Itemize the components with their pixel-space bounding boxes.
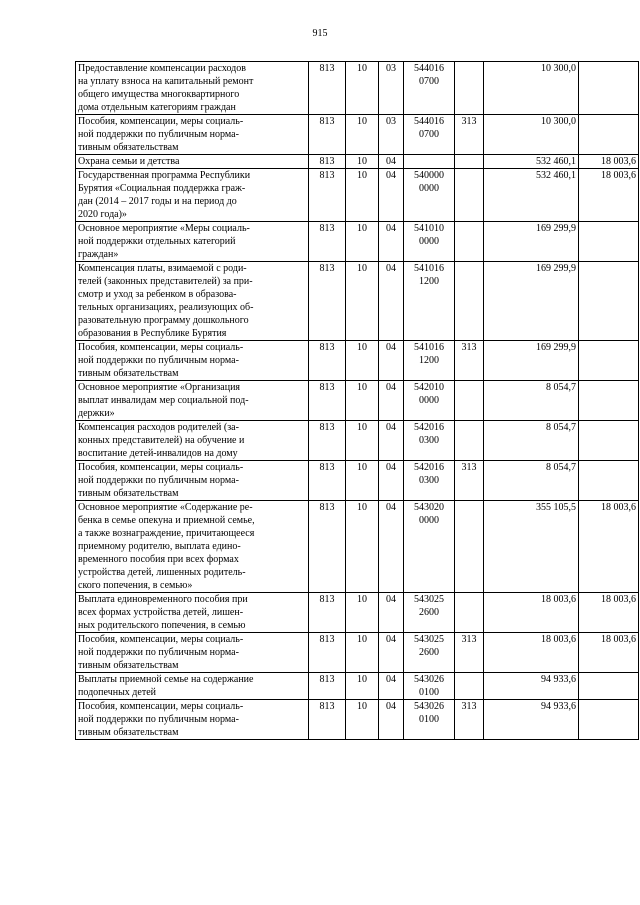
federal-amount-cell: 18 003,6	[579, 501, 639, 593]
expense-name-line: ной поддержки по публичным норма-	[78, 355, 239, 366]
expense-name-cell	[76, 222, 309, 262]
department-code-cell: 813	[309, 421, 346, 461]
target-article-cell	[404, 673, 455, 700]
target-article-line: 543025	[414, 634, 444, 645]
expense-name-cell	[76, 62, 309, 115]
expense-name-line: образования в Республике Бурятия	[78, 328, 227, 339]
amount-cell: 94 933,6	[484, 673, 579, 700]
target-article-cell	[404, 633, 455, 673]
subsection-code-cell: 04	[379, 155, 404, 169]
expense-name-line: смотр и уход за ребенком в образова-	[78, 289, 237, 300]
expense-name-line: Пособия, компенсации, меры социаль-	[78, 634, 244, 645]
page-number: 915	[312, 28, 328, 39]
department-code-cell: 813	[309, 155, 346, 169]
federal-amount-cell	[579, 341, 639, 381]
target-article-line: 0300	[419, 435, 439, 446]
expense-name-line: Пособия, компенсации, меры социаль-	[78, 342, 244, 353]
expense-name-cell	[76, 169, 309, 222]
target-article-line: 0000	[419, 183, 439, 194]
federal-amount-cell: 18 003,6	[579, 593, 639, 633]
target-article-line: 542010	[414, 382, 444, 393]
expense-name-cell	[76, 421, 309, 461]
department-code-cell: 813	[309, 593, 346, 633]
federal-amount-cell	[579, 62, 639, 115]
expense-name-line: ных родительского попечения, в семью	[78, 620, 246, 631]
expense-name-line: воспитание детей-инвалидов на дому	[78, 448, 238, 459]
target-article-line: 543025	[414, 594, 444, 605]
expense-name-line: ной поддержки по публичным норма-	[78, 475, 239, 486]
target-article-line: 0000	[419, 395, 439, 406]
target-article-line: 543020	[414, 502, 444, 513]
target-article-cell	[404, 593, 455, 633]
expense-name-cell	[76, 155, 309, 169]
budget-table-body	[76, 62, 639, 740]
section-code-cell: 10	[346, 421, 379, 461]
target-article-line: 541016	[414, 263, 444, 274]
expense-name-line: Государственная программа Республики	[78, 170, 251, 181]
department-code-cell: 813	[309, 262, 346, 341]
amount-cell: 18 003,6	[484, 593, 579, 633]
subsection-code-cell: 04	[379, 262, 404, 341]
amount-cell: 169 299,9	[484, 262, 579, 341]
table-row	[76, 262, 639, 341]
table-row	[76, 700, 639, 740]
target-article-line: 0700	[419, 129, 439, 140]
department-code-cell: 813	[309, 341, 346, 381]
expense-name-line: подопечных детей	[78, 687, 156, 698]
expense-type-cell	[455, 169, 484, 222]
expense-name-line: Предоставление компенсации расходов	[78, 63, 246, 74]
target-article-line: 0700	[419, 76, 439, 87]
expense-type-cell: 313	[455, 633, 484, 673]
table-row	[76, 501, 639, 593]
expense-name-cell	[76, 341, 309, 381]
expense-name-line: тельных организациях, реализующих об-	[78, 302, 254, 313]
amount-cell: 8 054,7	[484, 461, 579, 501]
expense-name-line: ной поддержки по публичным норма-	[78, 647, 239, 658]
expense-name-line: бенка в семье опекуна и приемной семье,	[78, 515, 255, 526]
expense-name-line: временного пособия при всех формах	[78, 554, 239, 565]
section-code-cell: 10	[346, 461, 379, 501]
expense-type-cell	[455, 262, 484, 341]
subsection-code-cell: 04	[379, 593, 404, 633]
target-article-cell	[404, 115, 455, 155]
expense-name-line: Бурятия «Социальная поддержка граж-	[78, 183, 246, 194]
federal-amount-cell: 18 003,6	[579, 169, 639, 222]
section-code-cell: 10	[346, 501, 379, 593]
amount-cell: 8 054,7	[484, 381, 579, 421]
expense-type-cell	[455, 501, 484, 593]
section-code-cell: 10	[346, 673, 379, 700]
target-article-line: 1200	[419, 276, 439, 287]
federal-amount-cell	[579, 700, 639, 740]
federal-amount-cell	[579, 222, 639, 262]
table-row	[76, 381, 639, 421]
target-article-line: 542016	[414, 422, 444, 433]
amount-cell: 532 460,1	[484, 155, 579, 169]
expense-type-cell	[455, 155, 484, 169]
department-code-cell: 813	[309, 169, 346, 222]
section-code-cell: 10	[346, 155, 379, 169]
target-article-cell	[404, 461, 455, 501]
table-row	[76, 115, 639, 155]
expense-name-line: общего имущества многоквартирного	[78, 89, 240, 100]
target-article-line: 2600	[419, 647, 439, 658]
expense-name-cell	[76, 593, 309, 633]
expense-name-line: ной поддержки отдельных категорий	[78, 236, 236, 247]
federal-amount-cell	[579, 115, 639, 155]
expense-name-line: ского попечения, в семью»	[78, 580, 193, 591]
table-row	[76, 633, 639, 673]
department-code-cell: 813	[309, 381, 346, 421]
expense-type-cell	[455, 62, 484, 115]
expense-name-line: Компенсация платы, взимаемой с роди-	[78, 263, 247, 274]
department-code-cell: 813	[309, 461, 346, 501]
target-article-cell	[404, 222, 455, 262]
table-row	[76, 222, 639, 262]
expense-name-line: всех формах устройства детей, лишен-	[78, 607, 244, 618]
target-article-cell	[404, 62, 455, 115]
section-code-cell: 10	[346, 593, 379, 633]
amount-cell: 18 003,6	[484, 633, 579, 673]
department-code-cell: 813	[309, 700, 346, 740]
subsection-code-cell: 04	[379, 421, 404, 461]
amount-cell: 169 299,9	[484, 341, 579, 381]
expense-type-cell: 313	[455, 341, 484, 381]
expense-type-cell	[455, 421, 484, 461]
target-article-cell	[404, 381, 455, 421]
target-article-line: 544016	[414, 116, 444, 127]
table-row	[76, 421, 639, 461]
expense-name-line: на уплату взноса на капитальный ремонт	[78, 76, 254, 87]
subsection-code-cell: 04	[379, 461, 404, 501]
section-code-cell: 10	[346, 115, 379, 155]
expense-name-line: Выплаты приемной семье на содержание	[78, 674, 254, 685]
expense-name-line: тивным обязательствам	[78, 727, 179, 738]
expense-name-line: приемному родителю, выплата едино-	[78, 541, 241, 552]
expense-name-line: тивным обязательствам	[78, 142, 179, 153]
table-row	[76, 169, 639, 222]
federal-amount-cell: 18 003,6	[579, 155, 639, 169]
target-article-line: 542016	[414, 462, 444, 473]
expense-name-line: держки»	[78, 408, 115, 419]
subsection-code-cell: 04	[379, 341, 404, 381]
table-row	[76, 461, 639, 501]
department-code-cell: 813	[309, 62, 346, 115]
expense-name-cell	[76, 381, 309, 421]
expense-name-cell	[76, 501, 309, 593]
amount-cell: 532 460,1	[484, 169, 579, 222]
section-code-cell: 10	[346, 169, 379, 222]
department-code-cell: 813	[309, 501, 346, 593]
target-article-line: 544016	[414, 63, 444, 74]
target-article-cell	[404, 341, 455, 381]
target-article-line: 1200	[419, 355, 439, 366]
section-code-cell: 10	[346, 341, 379, 381]
table-row	[76, 341, 639, 381]
amount-cell: 169 299,9	[484, 222, 579, 262]
subsection-code-cell: 04	[379, 700, 404, 740]
subsection-code-cell: 03	[379, 115, 404, 155]
expense-name-line: Основное мероприятие «Меры социаль-	[78, 223, 250, 234]
section-code-cell: 10	[346, 633, 379, 673]
subsection-code-cell: 04	[379, 381, 404, 421]
expense-type-cell	[455, 222, 484, 262]
target-article-cell	[404, 421, 455, 461]
federal-amount-cell	[579, 461, 639, 501]
target-article-line: 540000	[414, 170, 444, 181]
expense-name-line: ной поддержки по публичным норма-	[78, 714, 239, 725]
target-article-line: 0100	[419, 687, 439, 698]
expense-name-line: Компенсация расходов родителей (за-	[78, 422, 239, 433]
expense-type-cell: 313	[455, 700, 484, 740]
target-article-cell	[404, 262, 455, 341]
federal-amount-cell	[579, 262, 639, 341]
expense-name-line: тивным обязательствам	[78, 660, 179, 671]
target-article-cell	[404, 169, 455, 222]
expense-name-line: выплат инвалидам мер социальной под-	[78, 395, 249, 406]
table-row	[76, 673, 639, 700]
expense-type-cell	[455, 381, 484, 421]
subsection-code-cell: 04	[379, 633, 404, 673]
table-row	[76, 593, 639, 633]
target-article-cell	[404, 501, 455, 593]
expense-name-cell	[76, 633, 309, 673]
subsection-code-cell: 04	[379, 673, 404, 700]
section-code-cell: 10	[346, 381, 379, 421]
target-article-cell	[404, 155, 455, 169]
section-code-cell: 10	[346, 62, 379, 115]
amount-cell: 10 300,0	[484, 115, 579, 155]
target-article-line: 0000	[419, 515, 439, 526]
expense-name-line: Пособия, компенсации, меры социаль-	[78, 701, 244, 712]
section-code-cell: 10	[346, 700, 379, 740]
expense-name-line: граждан»	[78, 249, 119, 260]
target-article-line: 541016	[414, 342, 444, 353]
expense-name-line: дома отдельным категориям граждан	[78, 102, 236, 113]
amount-cell: 10 300,0	[484, 62, 579, 115]
federal-amount-cell: 18 003,6	[579, 633, 639, 673]
expense-name-line: Пособия, компенсации, меры социаль-	[78, 462, 244, 473]
amount-cell: 94 933,6	[484, 700, 579, 740]
target-article-line: 543026	[414, 701, 444, 712]
target-article-line: 0300	[419, 475, 439, 486]
section-code-cell: 10	[346, 262, 379, 341]
expense-name-line: тивным обязательствам	[78, 488, 179, 499]
expense-name-line: разовательную программу дошкольного	[78, 315, 249, 326]
expense-name-line: Выплата единовременного пособия при	[78, 594, 248, 605]
table-row	[76, 155, 639, 169]
expense-name-line: ной поддержки по публичным норма-	[78, 129, 239, 140]
target-article-line: 2600	[419, 607, 439, 618]
expense-name-line: а также вознаграждение, причитающееся	[78, 528, 255, 539]
expense-name-cell	[76, 461, 309, 501]
expense-name-cell	[76, 673, 309, 700]
section-code-cell: 10	[346, 222, 379, 262]
expense-type-cell	[455, 593, 484, 633]
expense-type-cell	[455, 673, 484, 700]
expense-name-line: дан (2014 – 2017 годы и на период до	[78, 196, 237, 207]
expense-type-cell: 313	[455, 461, 484, 501]
expense-type-cell: 313	[455, 115, 484, 155]
expense-name-cell	[76, 115, 309, 155]
subsection-code-cell: 04	[379, 501, 404, 593]
expense-name-line: тивным обязательствам	[78, 368, 179, 379]
department-code-cell: 813	[309, 222, 346, 262]
department-code-cell: 813	[309, 673, 346, 700]
amount-cell: 355 105,5	[484, 501, 579, 593]
budget-table	[75, 61, 639, 740]
expense-name-cell	[76, 700, 309, 740]
expense-name-line: Основное мероприятие «Организация	[78, 382, 241, 393]
table-row	[76, 62, 639, 115]
target-article-cell	[404, 700, 455, 740]
federal-amount-cell	[579, 421, 639, 461]
subsection-code-cell: 04	[379, 222, 404, 262]
expense-name-line: Основное мероприятие «Содержание ре-	[78, 502, 253, 513]
department-code-cell: 813	[309, 115, 346, 155]
expense-name-line: конных представителей) на обучение и	[78, 435, 245, 446]
subsection-code-cell: 04	[379, 169, 404, 222]
expense-name-line: устройства детей, лишенных родитель-	[78, 567, 246, 578]
target-article-line: 0100	[419, 714, 439, 725]
expense-name-line: 2020 года)»	[78, 209, 127, 220]
expense-name-cell	[76, 262, 309, 341]
expense-name-line: телей (законных представителей) за при-	[78, 276, 253, 287]
target-article-line: 0000	[419, 236, 439, 247]
federal-amount-cell	[579, 381, 639, 421]
target-article-line: 541010	[414, 223, 444, 234]
expense-name-line: Пособия, компенсации, меры социаль-	[78, 116, 244, 127]
amount-cell: 8 054,7	[484, 421, 579, 461]
subsection-code-cell: 03	[379, 62, 404, 115]
target-article-line: 543026	[414, 674, 444, 685]
department-code-cell: 813	[309, 633, 346, 673]
expense-name-line: Охрана семьи и детства	[78, 156, 180, 167]
federal-amount-cell	[579, 673, 639, 700]
